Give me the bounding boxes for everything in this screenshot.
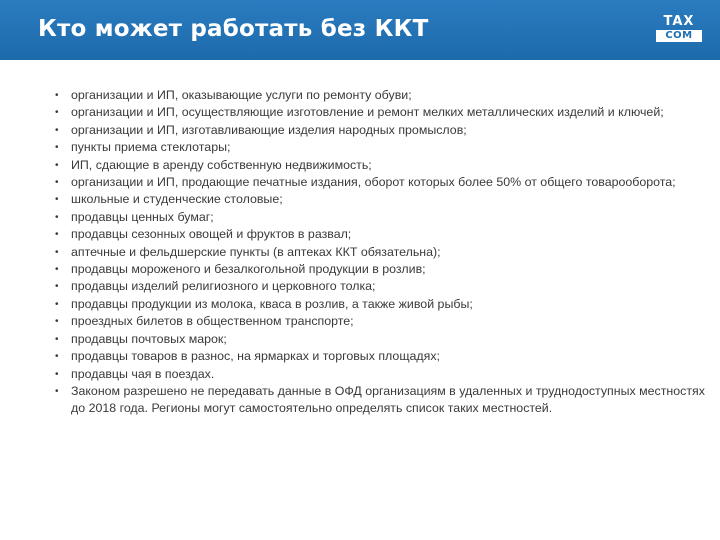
bullet-icon: • [55, 316, 59, 328]
page-title: Кто может работать без ККТ [38, 16, 429, 42]
list-item [52, 366, 716, 383]
logo-text-top: TAX [663, 14, 695, 29]
list-item-text: организации и ИП, осуществляющие изготовление и ремонт мелких металлических изделий и ключей; [71, 105, 664, 120]
list-item-text: продавцы сезонных овощей и фруктов в развал; [71, 227, 352, 242]
list-item-text: школьные и студенческие столовые; [71, 192, 283, 207]
list-item [52, 383, 716, 418]
title-bar [0, 0, 720, 60]
bullet-icon: • [55, 264, 59, 276]
list-item-text: пункты приема стеклотары; [71, 140, 231, 155]
list-item [52, 313, 716, 330]
bullet-icon: • [55, 159, 59, 171]
list-item [52, 191, 716, 208]
bullet-icon: • [55, 351, 59, 363]
bullet-icon: • [55, 124, 59, 136]
exemption-list [52, 87, 716, 418]
bullet-icon: • [55, 298, 59, 310]
list-item-text: аптечные и фельдшерские пункты (в аптеках ККТ обязательна); [71, 244, 441, 259]
list-item [52, 278, 716, 295]
bullet-icon: • [55, 246, 59, 258]
list-item [52, 104, 716, 121]
list-item [52, 331, 716, 348]
list-item [52, 261, 716, 278]
list-item [52, 209, 716, 226]
list-item-text: продавцы почтовых марок; [71, 331, 227, 346]
list-item-text: продавцы чая в поездах. [71, 366, 215, 381]
bullet-icon: • [55, 107, 59, 119]
bullet-icon: • [55, 229, 59, 241]
list-item [52, 87, 716, 104]
list-item [52, 296, 716, 313]
taxcom-logo [656, 16, 702, 42]
bullet-icon: • [55, 194, 59, 206]
bullet-icon: • [55, 385, 59, 397]
list-item [52, 122, 716, 139]
bullet-icon: • [55, 281, 59, 293]
list-item-text: продавцы продукции из молока, кваса в розлив, а также живой рыбы; [71, 296, 473, 311]
list-item-text: организации и ИП, продающие печатные издания, оборот которых более 50% от общего товарооборота; [71, 175, 676, 190]
list-item [52, 348, 716, 365]
content-area [52, 87, 716, 418]
bullet-icon: • [55, 142, 59, 154]
bullet-icon: • [55, 333, 59, 345]
list-item-text: продавцы ценных бумаг; [71, 209, 214, 224]
list-item-text: продавцы изделий религиозного и церковного толка; [71, 279, 376, 294]
list-item-text: организации и ИП, изготавливающие изделия народных промыслов; [71, 122, 467, 137]
list-item-text: ИП, сдающие в аренду собственную недвижимость; [71, 157, 372, 172]
list-item-text: Законом разрешено не передавать данные в ОФД организациям в удаленных и труднодоступных местностях до 2018 года. Регионы могут самостоятельно определять список таких местностей. [71, 383, 705, 416]
list-item [52, 244, 716, 261]
bullet-icon: • [55, 211, 59, 223]
bullet-icon: • [55, 177, 59, 189]
bullet-icon: • [55, 90, 59, 101]
logo-text-bottom: COM [656, 30, 702, 42]
list-item-text: продавцы товаров в разнос, на ярмарках и торговых площадях; [71, 349, 440, 364]
list-item [52, 139, 716, 156]
bullet-icon: • [55, 368, 59, 380]
list-item [52, 157, 716, 174]
list-item-text: организации и ИП, оказывающие услуги по ремонту обуви; [71, 88, 412, 102]
list-item [52, 174, 716, 191]
list-item [52, 226, 716, 243]
list-item-text: продавцы мороженого и безалкогольной продукции в розлив; [71, 262, 426, 277]
list-item-text: проездных билетов в общественном транспорте; [71, 314, 354, 329]
